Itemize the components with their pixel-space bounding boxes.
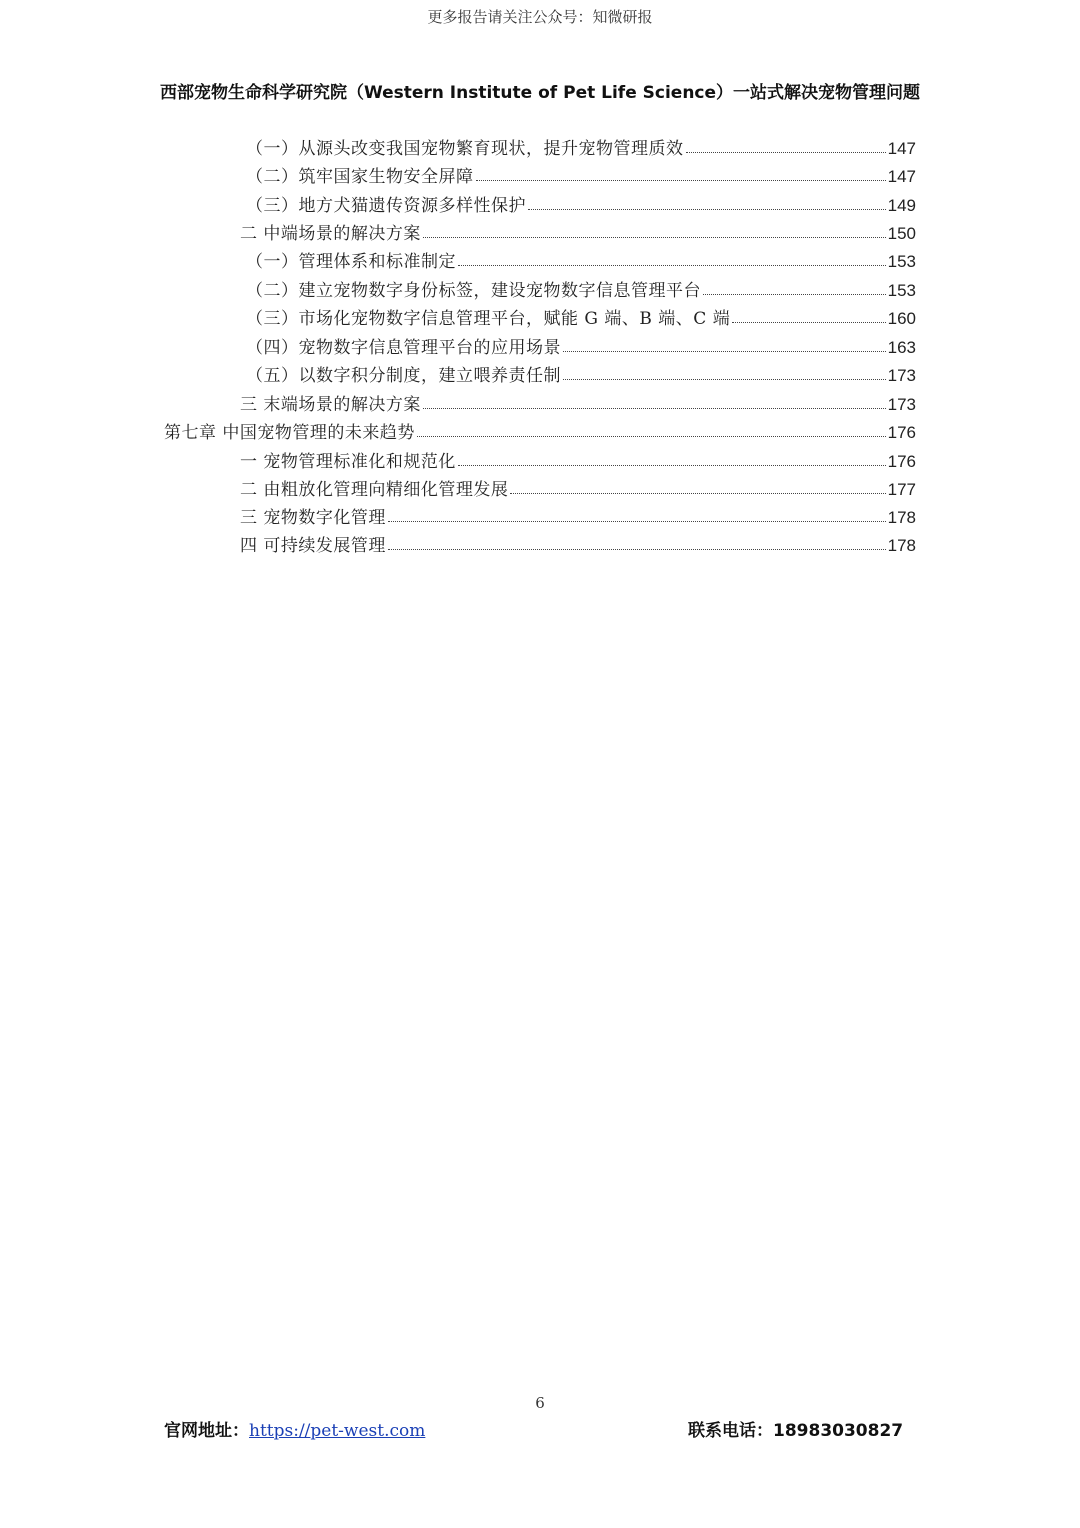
toc-entry-title: （三）市场化宠物数字信息管理平台，赋能 G 端、B 端、C 端 (246, 309, 731, 329)
toc-leader-dots (388, 548, 886, 550)
toc-leader-dots (528, 208, 886, 210)
toc-entry-title: 二 中端场景的解决方案 (240, 224, 421, 244)
toc-entry-page: 176 (887, 452, 916, 471)
toc-entry-title: （一）从源头改变我国宠物繁育现状，提升宠物管理质效 (246, 139, 684, 159)
toc-entry-title: （二）建立宠物数字身份标签，建设宠物数字信息管理平台 (246, 281, 701, 301)
toc-leader-dots (510, 492, 885, 494)
page-number: 6 (535, 1394, 545, 1412)
footer-phone-label: 联系电话： (688, 1421, 773, 1441)
toc-entry-page: 149 (887, 196, 916, 215)
toc-entry-page: 147 (887, 139, 916, 158)
footer-website-label: 官网地址： (164, 1421, 249, 1441)
toc-entry-page: 160 (887, 309, 916, 328)
toc-entry-title: 三 末端场景的解决方案 (240, 395, 421, 415)
toc-entry[interactable] (246, 159, 916, 187)
toc-entry-page: 153 (887, 252, 916, 271)
toc-leader-dots (458, 464, 886, 466)
toc-leader-dots (686, 151, 886, 153)
toc-entry-title: （四）宠物数字信息管理平台的应用场景 (246, 338, 561, 358)
footer-phone-number: 18983030827 (773, 1421, 904, 1441)
toc-entry[interactable] (240, 500, 916, 528)
toc-entry-title: （三）地方犬猫遗传资源多样性保护 (246, 196, 526, 216)
toc-entry[interactable] (246, 188, 916, 216)
toc-leader-dots (423, 407, 886, 409)
footer-phone (688, 1416, 903, 1441)
toc-entry-title: 三 宠物数字化管理 (240, 508, 386, 528)
toc-leader-dots (388, 520, 886, 522)
toc-entry-page: 150 (887, 224, 916, 243)
toc-entry-page: 176 (887, 423, 916, 442)
toc-entry-page: 177 (887, 480, 916, 499)
footer-website (164, 1416, 425, 1441)
toc-entry-title: 一 宠物管理标准化和规范化 (240, 452, 456, 472)
toc-entry[interactable] (240, 444, 916, 472)
toc-entry-title: 四 可持续发展管理 (240, 536, 386, 556)
toc-leader-dots (703, 293, 886, 295)
toc-entry[interactable] (246, 301, 916, 329)
toc-entry[interactable] (246, 244, 916, 272)
toc-entry-page: 178 (887, 508, 916, 527)
toc-leader-dots (458, 264, 886, 266)
toc-entry-page: 173 (887, 395, 916, 414)
toc-leader-dots (563, 350, 886, 352)
toc-entry[interactable] (240, 387, 916, 415)
toc-entry-page: 153 (887, 281, 916, 300)
toc-entry-title: （五）以数字积分制度，建立喂养责任制 (246, 366, 561, 386)
toc-entry[interactable] (246, 273, 916, 301)
toc-entry-page: 147 (887, 167, 916, 186)
toc-entry-page: 178 (887, 536, 916, 555)
footer-website-link[interactable]: https://pet-west.com (249, 1421, 426, 1441)
toc-entry-chapter[interactable] (164, 415, 916, 443)
document-header-title: 西部宠物生命科学研究院（Western Institute of Pet Life Science）一站式解决宠物管理问题 (159, 83, 921, 103)
toc-entry[interactable] (240, 216, 916, 244)
toc-leader-dots (423, 236, 886, 238)
toc-entry[interactable] (246, 330, 916, 358)
toc-leader-dots (563, 378, 886, 380)
toc-entry-page: 173 (887, 366, 916, 385)
toc-entry[interactable] (246, 131, 916, 159)
toc-entry[interactable] (240, 472, 916, 500)
toc-entry-title: 二 由粗放化管理向精细化管理发展 (240, 480, 509, 500)
toc-entry-title: （一）管理体系和标准制定 (246, 252, 456, 272)
toc-entry-title: （二）筑牢国家生物安全屏障 (246, 167, 474, 187)
toc-entry[interactable] (246, 358, 916, 386)
toc-entry[interactable] (240, 528, 916, 556)
toc-leader-dots (417, 435, 886, 437)
toc-entry-page: 163 (887, 338, 916, 357)
top-notice: 更多报告请关注公众号：知微研报 (427, 8, 653, 26)
toc-leader-dots (732, 321, 885, 323)
toc-entry-title: 第七章 中国宠物管理的未来趋势 (164, 423, 415, 443)
toc-leader-dots (476, 179, 886, 181)
